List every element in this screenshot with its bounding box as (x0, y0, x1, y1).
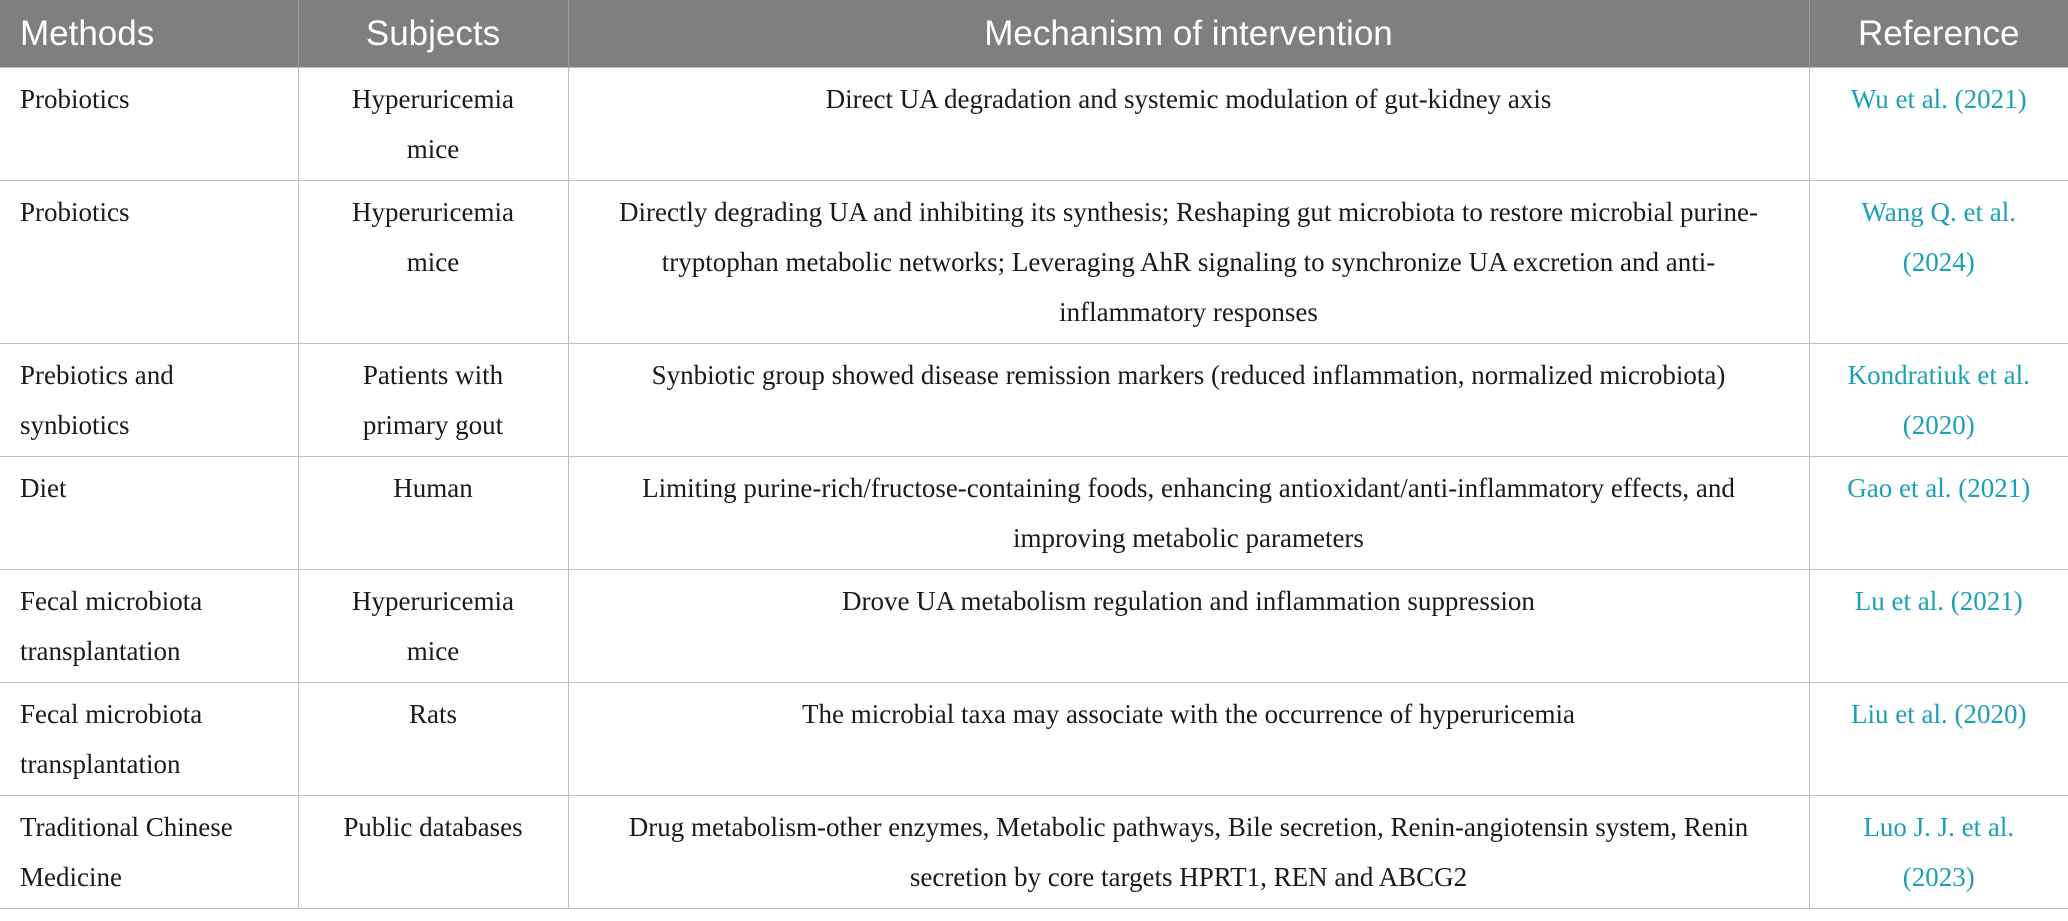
table-row (0, 457, 2068, 570)
table-row (0, 683, 2068, 796)
table-body (0, 68, 2068, 909)
reference-link[interactable]: Kondratiuk et al. (2020) (1847, 360, 2030, 440)
cell-subjects: Rats (298, 683, 568, 796)
reference-link[interactable]: Wang Q. et al. (2024) (1861, 197, 2017, 277)
cell-method: Probiotics (0, 68, 298, 181)
table-row (0, 68, 2068, 181)
cell-method: Diet (0, 457, 298, 570)
header-row (0, 0, 2068, 68)
cell-subjects: Hyperuricemia mice (298, 68, 568, 181)
reference-link[interactable]: Luo J. J. et al. (2023) (1863, 812, 2015, 892)
cell-mechanism: Limiting purine-rich/fructose-containing foods, enhancing antioxidant/anti-inflammatory effects, and improving metabolic parameters (568, 457, 1809, 570)
cell-method: Prebiotics and synbiotics (0, 344, 298, 457)
cell-subjects: Hyperuricemia mice (298, 181, 568, 344)
cell-method: Fecal microbiota transplantation (0, 570, 298, 683)
cell-reference (1809, 181, 2068, 344)
cell-mechanism: The microbial taxa may associate with the occurrence of hyperuricemia (568, 683, 1809, 796)
cell-method: Traditional Chinese Medicine (0, 796, 298, 909)
reference-link[interactable]: Liu et al. (2020) (1851, 699, 2027, 729)
cell-subjects: Hyperuricemia mice (298, 570, 568, 683)
cell-mechanism: Directly degrading UA and inhibiting its synthesis; Reshaping gut microbiota to restore microbial purine-tryptophan metabolic networks; Leveraging AhR signaling to synchronize UA excretion and anti-inflammatory responses (568, 181, 1809, 344)
cell-mechanism: Drove UA metabolism regulation and inflammation suppression (568, 570, 1809, 683)
cell-mechanism: Drug metabolism-other enzymes, Metabolic pathways, Bile secretion, Renin-angiotensin system, Renin secretion by core targets HPRT1, REN and ABCG2 (568, 796, 1809, 909)
table-row (0, 796, 2068, 909)
table-row (0, 570, 2068, 683)
header-mechanism: Mechanism of intervention (568, 0, 1809, 68)
cell-reference (1809, 344, 2068, 457)
cell-reference (1809, 796, 2068, 909)
cell-method: Probiotics (0, 181, 298, 344)
header-subjects: Subjects (298, 0, 568, 68)
cell-reference (1809, 683, 2068, 796)
reference-link[interactable]: Wu et al. (2021) (1850, 84, 2027, 114)
cell-reference (1809, 68, 2068, 181)
header-methods: Methods (0, 0, 298, 68)
table-row (0, 181, 2068, 344)
cell-subjects: Human (298, 457, 568, 570)
cell-mechanism: Direct UA degradation and systemic modulation of gut-kidney axis (568, 68, 1809, 181)
reference-link[interactable]: Gao et al. (2021) (1847, 473, 2031, 503)
cell-subjects: Patients with primary gout (298, 344, 568, 457)
header-reference: Reference (1809, 0, 2068, 68)
cell-reference (1809, 570, 2068, 683)
cell-subjects: Public databases (298, 796, 568, 909)
table-row (0, 344, 2068, 457)
cell-mechanism: Synbiotic group showed disease remission markers (reduced inflammation, normalized microbiota) (568, 344, 1809, 457)
reference-link[interactable]: Lu et al. (2021) (1854, 586, 2023, 616)
cell-method: Fecal microbiota transplantation (0, 683, 298, 796)
table-header (0, 0, 2068, 68)
cell-reference (1809, 457, 2068, 570)
